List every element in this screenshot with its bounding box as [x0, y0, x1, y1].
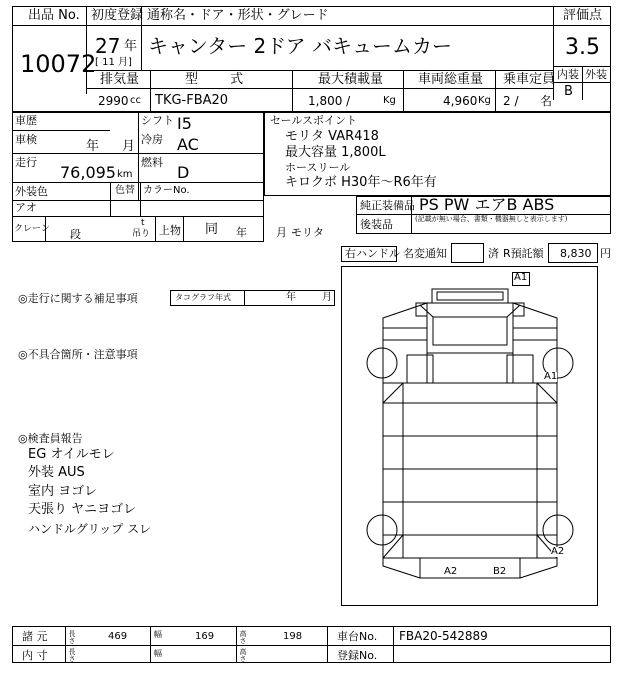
type-label: 型 式	[185, 72, 258, 87]
color-value: アオ	[15, 201, 37, 214]
color-code-label: カラーNo.	[143, 185, 190, 196]
width-value: 169	[195, 631, 215, 642]
model-name: キャンター 2ドア バキュームカー	[148, 34, 453, 58]
interior-label: 内装	[557, 68, 579, 81]
in-width-label: 幅	[154, 649, 162, 658]
name-change-box	[451, 243, 484, 263]
max-load-value: 1,800 /	[308, 94, 351, 108]
lot-number: 10072	[20, 50, 97, 78]
inner-label: 内 寸	[22, 649, 48, 662]
score-label: 評価点	[563, 8, 603, 23]
capacity-value: 2 /	[503, 94, 519, 108]
capacity-unit: 名	[540, 94, 553, 108]
exterior-label: 外装	[585, 68, 607, 81]
sales-line-1: モリタ VAR418	[285, 129, 379, 144]
damage-mark-a1-side: A1	[544, 371, 558, 382]
first-reg-year-unit: 年	[124, 39, 138, 54]
defect-label: ◎不具合箇所・注意事項	[18, 348, 138, 361]
shift-value: I5	[177, 114, 192, 133]
gross-unit: Kg	[478, 95, 491, 106]
dims-label: 諸 元	[22, 630, 48, 643]
fuel-label: 燃料	[141, 156, 163, 169]
disp-label: 排気量	[100, 72, 140, 87]
history-label: 車歴	[15, 114, 37, 127]
tacho-year: 年	[286, 292, 296, 303]
color-label: 外装色	[15, 185, 48, 198]
capacity-label: 乗車定員	[503, 72, 556, 87]
inspector-line-2: 外装 AUS	[28, 465, 85, 480]
disp-value: 2990	[98, 94, 129, 108]
tacho-label: タコグラフ年式	[175, 293, 231, 302]
inspection-label: 車検	[15, 133, 37, 146]
damage-mark-a2-rear: A2	[444, 566, 458, 577]
type-value: TKG-FBA20	[155, 93, 229, 108]
first-reg-year: 27	[95, 34, 121, 58]
model-label: 通称名・ドア・形状・グレード	[147, 8, 329, 23]
inspector-line-1: EG オイルモレ	[28, 447, 115, 462]
name-change-done: 済	[488, 247, 499, 260]
crane-t: t	[141, 218, 145, 228]
len-value: 469	[108, 631, 128, 642]
fuel-value: D	[177, 163, 190, 182]
sales-line-3: ホースリール	[285, 161, 351, 174]
body-month: 月	[276, 226, 287, 239]
sales-title: セールスポイント	[270, 114, 358, 127]
gross-label: 車両総重量	[418, 72, 484, 87]
mileage-value: 76,095	[60, 163, 116, 182]
gross-value: 4,960	[443, 94, 478, 108]
lot-label: 出品 No.	[28, 8, 80, 23]
max-load-label: 最大積載量	[318, 72, 384, 87]
recycle-label: R預託額	[503, 247, 544, 260]
first-reg-label: 初度登録	[91, 8, 144, 23]
name-change-label: 名変通知	[403, 247, 447, 260]
ac-label: 冷房	[141, 133, 163, 146]
aftermarket-label: 後装品	[360, 218, 393, 231]
aftermarket-note: (記載が無い場合、書類・機器無しと表示します)	[415, 215, 568, 223]
height-label: 高さ	[239, 630, 247, 644]
body-year: 年	[236, 226, 247, 239]
damage-mark-a1-top: A1	[514, 272, 528, 283]
crane-lift: 吊り	[132, 229, 151, 239]
len-label: 長さ	[68, 630, 76, 644]
in-height-label: 高さ	[239, 648, 247, 662]
color-no-label: 色替	[115, 185, 135, 196]
shift-label: シフト	[141, 114, 174, 127]
sales-line-4: キロクボ H30年〜R6年有	[285, 175, 437, 190]
inspection-month: 月	[122, 139, 136, 154]
height-value: 198	[283, 631, 303, 642]
mileage-unit: km	[117, 169, 133, 180]
reg-label: 登録No.	[337, 649, 378, 662]
crane-label: クレーン	[14, 224, 50, 234]
body-same: 同	[205, 222, 219, 237]
ac-value: AC	[177, 135, 199, 154]
sales-line-2: 最大容量 1,800L	[285, 145, 386, 160]
body-maker: モリタ	[291, 226, 324, 239]
inspection-year: 年	[86, 139, 100, 154]
damage-mark-a2-side: A2	[551, 546, 565, 557]
inspector-label: ◎検査員報告	[18, 432, 83, 445]
mileage-label: 走行	[15, 156, 37, 169]
damage-mark-b2-rear: B2	[493, 566, 507, 577]
inspector-line-5: ハンドルグリップ スレ	[28, 522, 152, 536]
score-value: 3.5	[565, 35, 600, 60]
recycle-value: 8,830	[560, 247, 592, 260]
recycle-unit: 円	[600, 247, 611, 260]
chassis-label: 車台No.	[337, 630, 378, 643]
interior-grade: B	[564, 84, 573, 99]
rhd-label: 右ハンドル	[345, 247, 400, 260]
inspector-line-4: 天張り ヤニヨゴレ	[28, 502, 137, 517]
tacho-month: 月	[322, 292, 332, 303]
width-label: 幅	[154, 630, 162, 639]
inspector-line-3: 室内 ヨゴレ	[28, 484, 98, 499]
max-load-unit: Kg	[383, 95, 396, 106]
first-reg-month: [ 11 月]	[95, 57, 132, 68]
genuine-value: PS PW エアB ABS	[419, 195, 555, 214]
in-len-label: 長さ	[68, 648, 76, 662]
driving-remarks-label: ◎走行に関する補足事項	[18, 292, 138, 305]
chassis-value: FBA20-542889	[399, 629, 488, 643]
body-label: 上物	[159, 224, 181, 237]
genuine-label: 純正装備品	[360, 199, 415, 212]
disp-unit: cc	[130, 95, 141, 106]
crane-stage: 段	[70, 228, 81, 241]
